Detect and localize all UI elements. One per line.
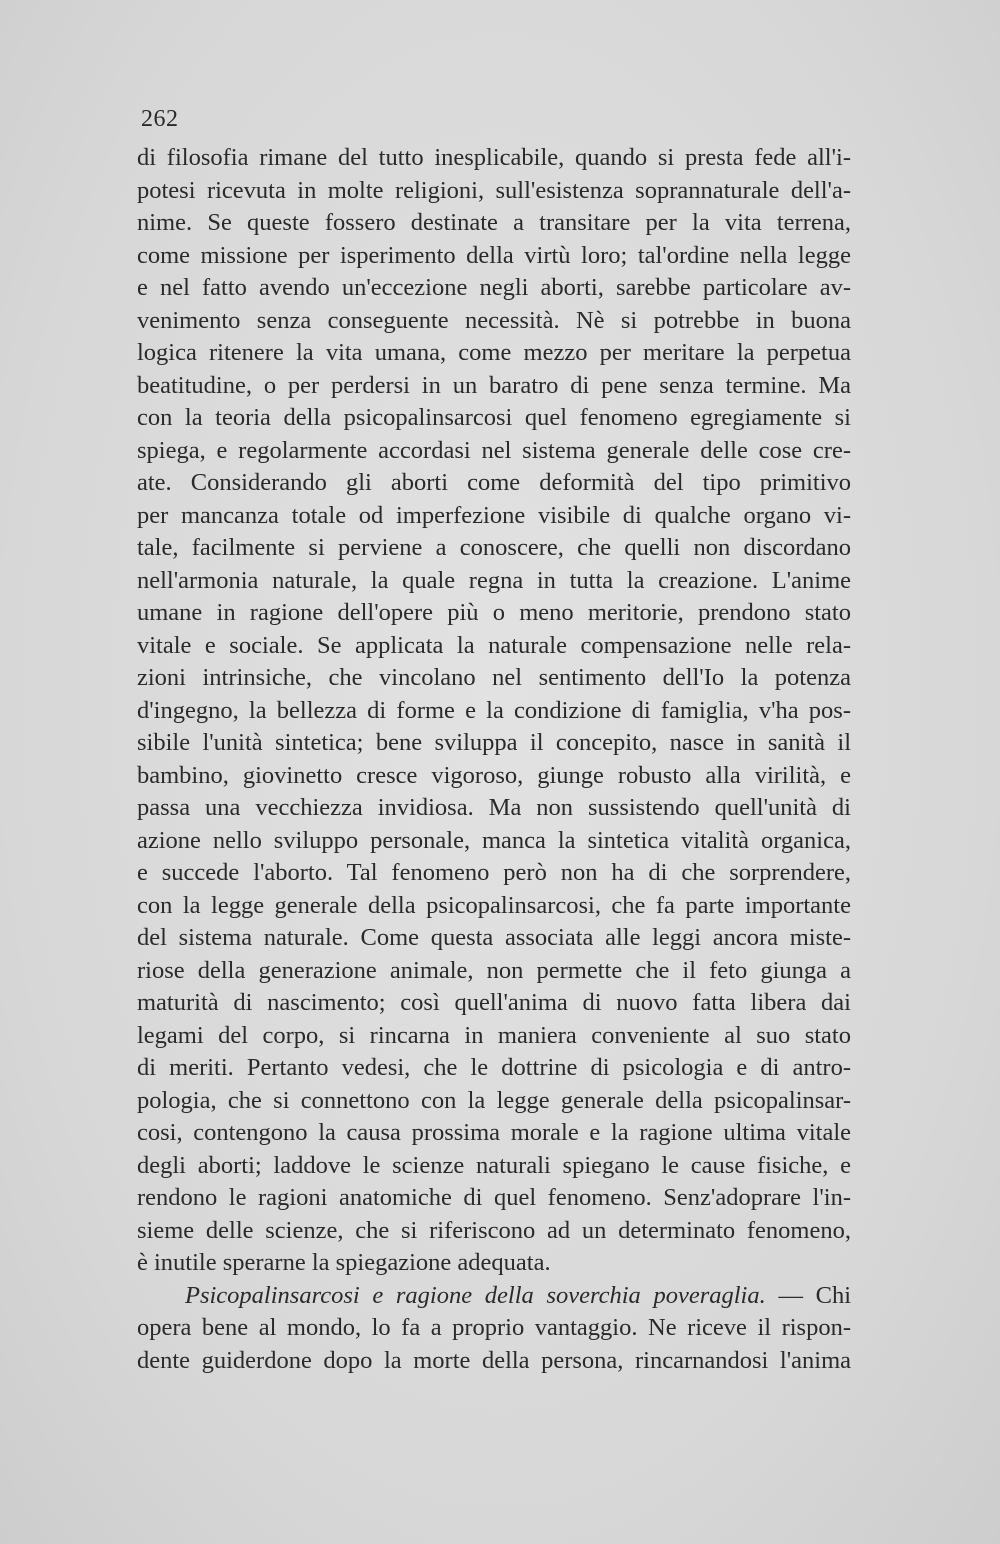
section-heading-line <box>137 1280 851 1313</box>
text-line: maturità di nascimento; così quell'anima di nuovo fatta libera dai <box>137 989 851 1016</box>
text-line: sieme delle scienze, che si riferiscono ad un determinato fenomeno, <box>137 1216 851 1244</box>
text-line: beatitudine, o per perdersi in un baratro di pene senza termine. Ma <box>137 371 851 399</box>
text-line: di meriti. Pertanto vedesi, che le dottrine di psicologia e di antro- <box>137 1054 851 1081</box>
text-line: con la legge generale della psicopalinsarcosi, che fa parte importante <box>137 891 851 919</box>
section-first-line-rest: — Chi <box>778 1281 851 1309</box>
text-line: azione nello sviluppo personale, manca la sintetica vitalità organica, <box>137 826 851 854</box>
text-line: spiega, e regolarmente accordasi nel sistema generale delle cose cre- <box>137 436 851 464</box>
text-line: del sistema naturale. Come questa associata alle leggi ancora miste- <box>137 924 851 951</box>
page-number: 262 <box>141 106 179 132</box>
text-line: rendono le ragioni anatomiche di quel fenomeno. Senz'adoprare l'in- <box>137 1184 851 1211</box>
text-line: passa una vecchiezza invidiosa. Ma non sussistendo quell'unità di <box>137 794 851 821</box>
text-line: sibile l'unità sintetica; bene sviluppa il concepito, nasce in sanità il <box>137 729 851 756</box>
text-line: e nel fatto avendo un'eccezione negli aborti, sarebbe particolare av- <box>137 274 851 301</box>
text-line: e succede l'aborto. Tal fenomeno però non ha di che sorprendere, <box>137 859 851 886</box>
text-line: degli aborti; laddove le scienze naturali spiegano le cause fisiche, e <box>137 1151 851 1179</box>
text-line: venimento senza conseguente necessità. Nè si potrebbe in buona <box>137 306 851 334</box>
text-line: legami del corpo, si rincarna in maniera conveniente al suo stato <box>137 1021 851 1049</box>
text-line: per mancanza totale od imperfezione visibile di qualche organo vi- <box>137 501 851 529</box>
text-line: bambino, giovinetto cresce vigoroso, giunge robusto alla virilità, e <box>137 761 851 789</box>
text-line: è inutile sperarne la spiegazione adequata. <box>137 1249 551 1276</box>
body-text <box>137 142 851 1377</box>
text-line: umane in ragione dell'opere più o meno meritorie, prendono stato <box>137 599 851 626</box>
text-line: nime. Se queste fossero destinate a transitare per la vita terrena, <box>137 209 851 236</box>
text-line: con la teoria della psicopalinsarcosi quel fenomeno egregiamente si <box>137 404 851 431</box>
text-line: zioni intrinsiche, che vincolano nel sentimento dell'Io la potenza <box>137 664 851 691</box>
text-line: di filosofia rimane del tutto inesplicabile, quando si presta fede all'i- <box>137 144 851 171</box>
text-line: nell'armonia naturale, la quale regna in tutta la creazione. L'anime <box>137 566 851 594</box>
text-line: opera bene al mondo, lo fa a proprio vantaggio. Ne riceve il rispon- <box>137 1314 851 1341</box>
text-line: potesi ricevuta in molte religioni, sull'esistenza soprannaturale dell'a- <box>137 176 851 204</box>
text-line: logica ritenere la vita umana, come mezzo per meritare la perpetua <box>137 339 851 366</box>
text-line: vitale e sociale. Se applicata la naturale compensazione nelle rela- <box>137 631 851 659</box>
text-line: riose della generazione animale, non permette che il feto giunga a <box>137 956 851 984</box>
text-line: come missione per isperimento della virtù loro; tal'ordine nella legge <box>137 241 851 269</box>
section-title: Psicopalinsarcosi e ragione della soverchia poveraglia. <box>185 1281 766 1309</box>
text-line: tale, facilmente si perviene a conoscere, che quelli non discordano <box>137 534 851 561</box>
text-line: d'ingegno, la bellezza di forme e la condizione di famiglia, v'ha pos- <box>137 696 851 724</box>
text-line: cosi, contengono la causa prossima morale e la ragione ultima vitale <box>137 1119 851 1146</box>
text-line: pologia, che si connettono con la legge generale della psicopalinsar- <box>137 1086 851 1114</box>
text-line: ate. Considerando gli aborti come deformità del tipo primitivo <box>137 469 851 496</box>
text-line: dente guiderdone dopo la morte della persona, rincarnandosi l'anima <box>137 1346 851 1374</box>
